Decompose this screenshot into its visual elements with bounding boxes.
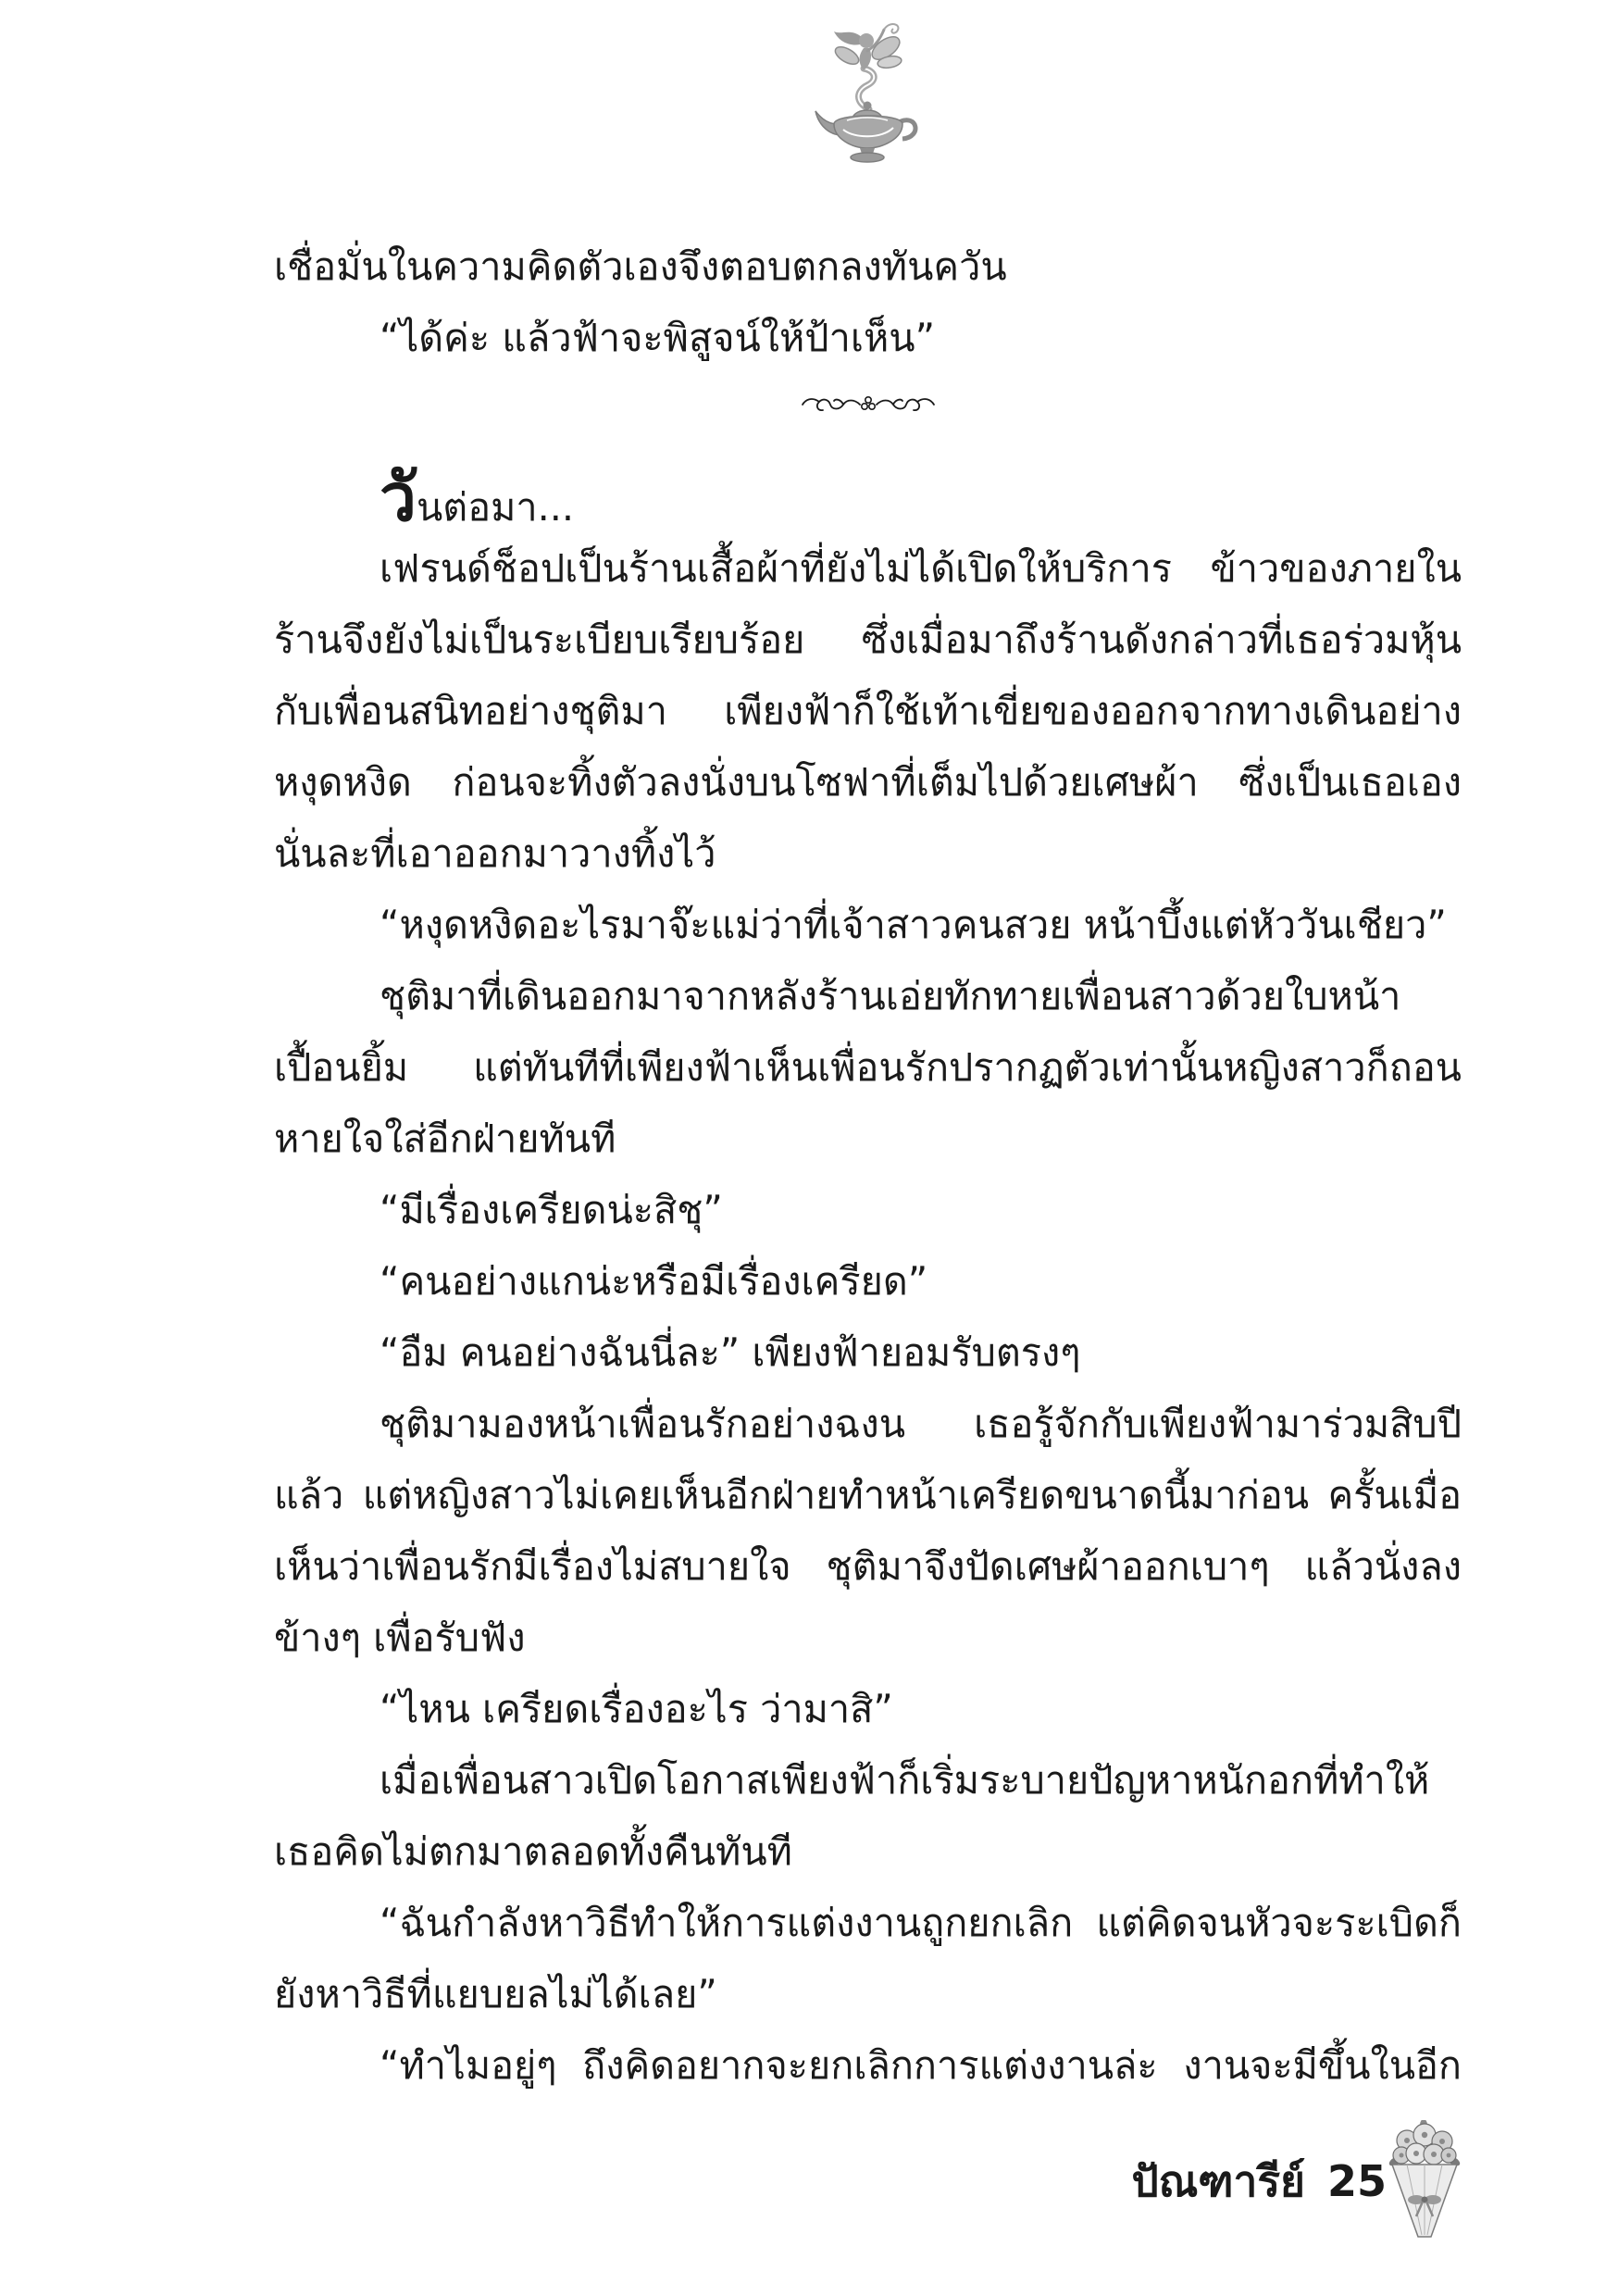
dialogue-paragraph — [274, 1674, 1462, 1745]
paragraph-line: ยังหาวิธีที่แยบยลไม่ได้เลย” — [274, 1972, 717, 2016]
paragraph-line: “ทำไมอยู่ๆ ถึงคิดอยากจะยกเลิกการแต่งงานล่ะ งานจะมีขึ้นในอีก — [380, 2043, 1462, 2088]
paragraph-line: “อืม คนอย่างฉันนี่ละ” เพียงฟ้ายอมรับตรงๆ — [380, 1330, 1081, 1375]
paragraph-line: “มีเรื่องเครียดน่ะสิชุ” — [380, 1188, 723, 1232]
flourish-divider-icon — [798, 391, 939, 418]
paragraph-line: เฟรนด์ช็อปเป็นร้านเสื้อผ้าที่ยังไม่ได้เปิดให้บริการ ข้าวของภายใน — [380, 546, 1462, 591]
paragraph-line: “ไหน เครียดเรื่องอะไร ว่ามาสิ” — [380, 1687, 893, 1731]
flower-bouquet-icon-graphic — [1388, 2120, 1461, 2240]
flower-bouquet-icon — [1388, 2120, 1461, 2240]
narration-paragraph — [274, 961, 1462, 1175]
paragraph-line — [274, 459, 1462, 536]
dialogue-paragraph — [274, 2030, 1462, 2102]
paragraph-line: “ได้ค่ะ แล้วฟ้าจะพิสูจน์ให้ป้าเห็น” — [380, 316, 936, 360]
paragraph-line: “คนอย่างแกน่ะหรือมีเรื่องเครียด” — [380, 1259, 928, 1304]
paragraph-line: หงุดหงิด ก่อนจะทิ้งตัวลงนั่งบนโซฟาที่เต็มไปด้วยเศษผ้า ซึ่งเป็นเธอเอง — [274, 760, 1462, 805]
paragraph-line: เชื่อมั่นในความคิดตัวเองจึงตอบตกลงทันควัน — [274, 244, 1007, 289]
paragraph-line: เธอคิดไม่ตกมาตลอดทั้งคืนทันที — [274, 1829, 792, 1874]
narration-paragraph — [274, 1745, 1462, 1888]
text-column — [274, 231, 1462, 2102]
paragraph-line: ข้างๆ เพื่อรับฟัง — [274, 1616, 526, 1660]
dialogue-paragraph — [274, 1888, 1462, 2030]
dialogue-paragraph — [274, 1246, 1462, 1317]
narration-paragraph — [274, 533, 1462, 890]
genie-lamp-fairy-icon — [813, 20, 926, 165]
paragraph-line: เห็นว่าเพื่อนรักมีเรื่องไม่สบายใจ ชุติมาจึงปัดเศษผ้าออกเบาๆ แล้วนั่งลง — [274, 1544, 1462, 1589]
paragraph-line: หายใจใส่อีกฝ่ายทันที — [274, 1117, 616, 1161]
paragraph-line: ชุติมามองหน้าเพื่อนรักอย่างฉงน เธอรู้จักกับเพียงฟ้ามาร่วมสิบปี — [380, 1402, 1462, 1446]
narration-paragraph — [274, 459, 1462, 536]
dialogue-paragraph — [274, 1175, 1462, 1246]
paragraph-line: แล้ว แต่หญิงสาวไม่เคยเห็นอีกฝ่ายทำหน้าเครียดขนาดนี้มาก่อน ครั้นเมื่อ — [274, 1473, 1462, 1517]
paragraph-line: ชุติมาที่เดินออกมาจากหลังร้านเอ่ยทักทายเพื่อนสาวด้วยใบหน้า — [380, 974, 1401, 1018]
paragraph-line: “ฉันกำลังหาวิธีทำให้การแต่งงานถูกยกเลิก แต่คิดจนหัวจะระเบิดก็ — [380, 1901, 1462, 1945]
page-number: 25 — [1327, 2156, 1388, 2206]
paragraph-line: นั่นละที่เอาออกมาวางทิ้งไว้ — [274, 831, 716, 876]
narration-paragraph — [274, 231, 1462, 303]
paragraph-line: เปื้อนยิ้ม แต่ทันทีที่เพียงฟ้าเห็นเพื่อนรักปรากฏตัวเท่านั้นหญิงสาวก็ถอน — [274, 1045, 1462, 1090]
narration-paragraph — [274, 1389, 1462, 1674]
author-name: ปัณฑารีย์ — [1131, 2156, 1305, 2206]
dialogue-paragraph — [274, 890, 1462, 961]
dialogue-paragraph — [274, 1317, 1462, 1389]
genie-lamp-fairy-icon-graphic — [813, 20, 926, 165]
drop-cap: วั — [380, 459, 417, 536]
drop-cap-line-rest: นต่อมา... — [417, 485, 575, 530]
scene-break — [274, 391, 1462, 462]
paragraph-line: “หงุดหงิดอะไรมาจ๊ะแม่ว่าที่เจ้าสาวคนสวย หน้าบึ้งแต่หัววันเชียว” — [380, 903, 1447, 947]
paragraph-line: ร้านจึงยังไม่เป็นระเบียบเรียบร้อย ซึ่งเมื่อมาถึงร้านดังกล่าวที่เธอร่วมหุ้น — [274, 618, 1462, 662]
paragraph-line: เมื่อเพื่อนสาวเปิดโอกาสเพียงฟ้าก็เริ่มระบายปัญหาหนักอกที่ทำให้ — [380, 1758, 1430, 1803]
dialogue-paragraph — [274, 303, 1462, 374]
paragraph-line: กับเพื่อนสนิทอย่างชุติมา เพียงฟ้าก็ใช้เท้าเขี่ยของออกจากทางเดินอย่าง — [274, 689, 1462, 733]
